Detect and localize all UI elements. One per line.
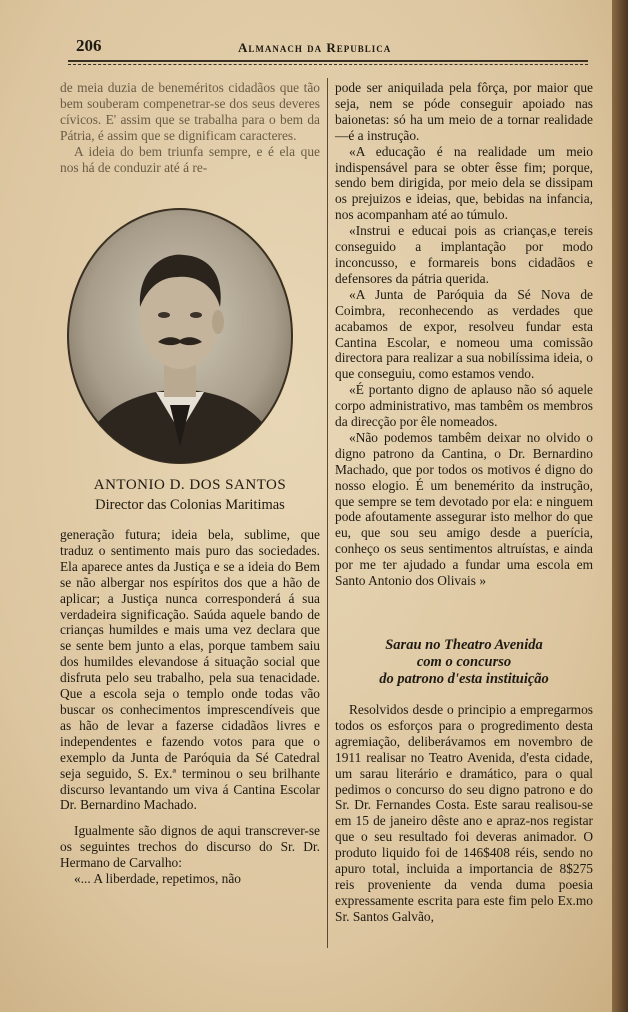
header-rule xyxy=(68,60,588,62)
section-title-line: Sarau no Theatro Avenida xyxy=(385,637,543,653)
column-divider xyxy=(327,78,328,948)
right-column-bottom xyxy=(335,702,593,925)
paragraph: «A educação é na realidade um meio indispensável para se obter êsse fim; porque, sendo bem dirigida, por meio dela se dissipam os prejuizos e ideias, que, bebidas na infancia, nos acompanham até ao túmulo. xyxy=(335,143,593,223)
page-number: 206 xyxy=(76,36,102,55)
paragraph: «A Junta de Paróquia da Sé Nova de Coimbra, reconhecendo as verdades que acabamos de expor, resolveu fundar esta Cantina Escolar, e nomeou uma comissão directora para realizar a sua nobilíssima ideia, o que conseguiu, como estamos vendo. xyxy=(335,286,593,382)
section-heading xyxy=(335,637,593,688)
paragraph: generação futura; ideia bela, sublime, que traduz o sentimento mais puro das sociedades. Ela aparece antes da Justiça e se a ideia do Bem se não albergar nos espíritos dos que a hão de aplicar; a Justiça nunca corresponderá á sua verdadeira significação. Saúda aquele bando de crianças humildes e mais uma vez declara que se sente bem junto a elas, porque tambem saiu dos humildes elevandose á situação social que disfruta pelo seu trabalho, pela sua tenacidade. Que a escola seja o templo onde todas vão buscar os conhecimentos imprescendíveis que as hão de levar a fazerse cidadãos livres e independentes e fazendo votos para que o exemplo da Junta de Paróquia da Sé Catedral seja seguido, S. Ex.ª terminou o seu brilhante discurso levantando um viva á Cantina Escolar Dr. Bernardino Machado. xyxy=(60,527,320,813)
paragraph: pode ser aniquilada pela fôrça, por maior que seja, nem se póde conseguir apoiado nas baionetas: só ha um meio de a tornar realidade—é a instrução. xyxy=(335,80,593,143)
section-title-line: do patrono d'esta instituição xyxy=(379,671,549,687)
paragraph: «Instrui e educai pois as crianças,e tereis conseguido a implantação por modo inconcusso, e formareis bons cidadãos e defensores da pátria querida. xyxy=(335,223,593,286)
right-column-top xyxy=(335,80,593,589)
paragraph: «... A liberdade, repetimos, não xyxy=(74,871,241,887)
portrait-caption-name: ANTONIO D. DOS SANTOS xyxy=(93,477,287,493)
portrait-photo xyxy=(66,207,294,465)
portrait-caption-role: Director das Colonias Maritimas xyxy=(95,497,285,513)
running-title: Almanach da Republica xyxy=(238,40,392,55)
paragraph: de meia duzia de beneméritos cidadãos que tão bem souberam compenetrar-se dos seus deveres cívicos. E' assim que se trabalha para o bem da Pátria, é assim que se dignificam caracteres. xyxy=(60,80,320,143)
portrait-image xyxy=(66,207,294,465)
left-column-bottom xyxy=(60,527,320,887)
left-column-top xyxy=(60,80,320,175)
paragraph: Igualmente são dignos de aqui transcrever-se os seguintes trechos do discurso do Sr. Dr. Hermano de Carvalho: xyxy=(60,823,320,871)
page-header xyxy=(68,34,588,58)
header-rule-dashed xyxy=(68,64,588,65)
paragraph: «É portanto digno de aplauso não só aquele corpo administrativo, mas tambêm os membros da direcção por êle nomeados. xyxy=(335,382,593,430)
paragraph: Resolvidos desde o principio a empregarmos todos os esforços para o progredimento desta agremiação, deliberávamos em novembro de 1911 realisar no Teatro Avenida, d'esta cidade, um sarau literário e dramático, para o qual pedimos o concurso do seu digno patrono e do Sr. Dr. Fernandes Costa. Este sarau realisou-se em 15 de janeiro dêste ano e apraz-nos registar que o seu resultado foi deveras animador. O produto liquido foi de 146$408 réis, sendo no apuro total, incluida a importancia de 8$275 reis proveniente da venda duma poesia expressamente escrita para este fim pelo Ex.mo Sr. Santos Galvão, xyxy=(335,702,593,924)
paragraph: A ideia do bem triunfa sempre, e é ela que nos há de conduzir até á re- xyxy=(60,143,320,175)
paragraph: «Não podemos tambêm deixar no olvido o digno patrono da Cantina, o Dr. Bernardino Machado, que por todos os motivos é digno do nosso elogio. É um benemérito da instrução, que sempre se tem devotado por ela: e ninguem pode afoutamente assegurar isto melhor do que eu, que sou seu amigo desde a puerícia, conheço os seus sentimentos altruístas, e ainda por me ter ajudado a fundar uma escola em Santo Antonio dos Olivais » xyxy=(335,429,593,589)
book-spine xyxy=(612,0,628,1012)
section-title-line: com o concurso xyxy=(416,654,512,670)
